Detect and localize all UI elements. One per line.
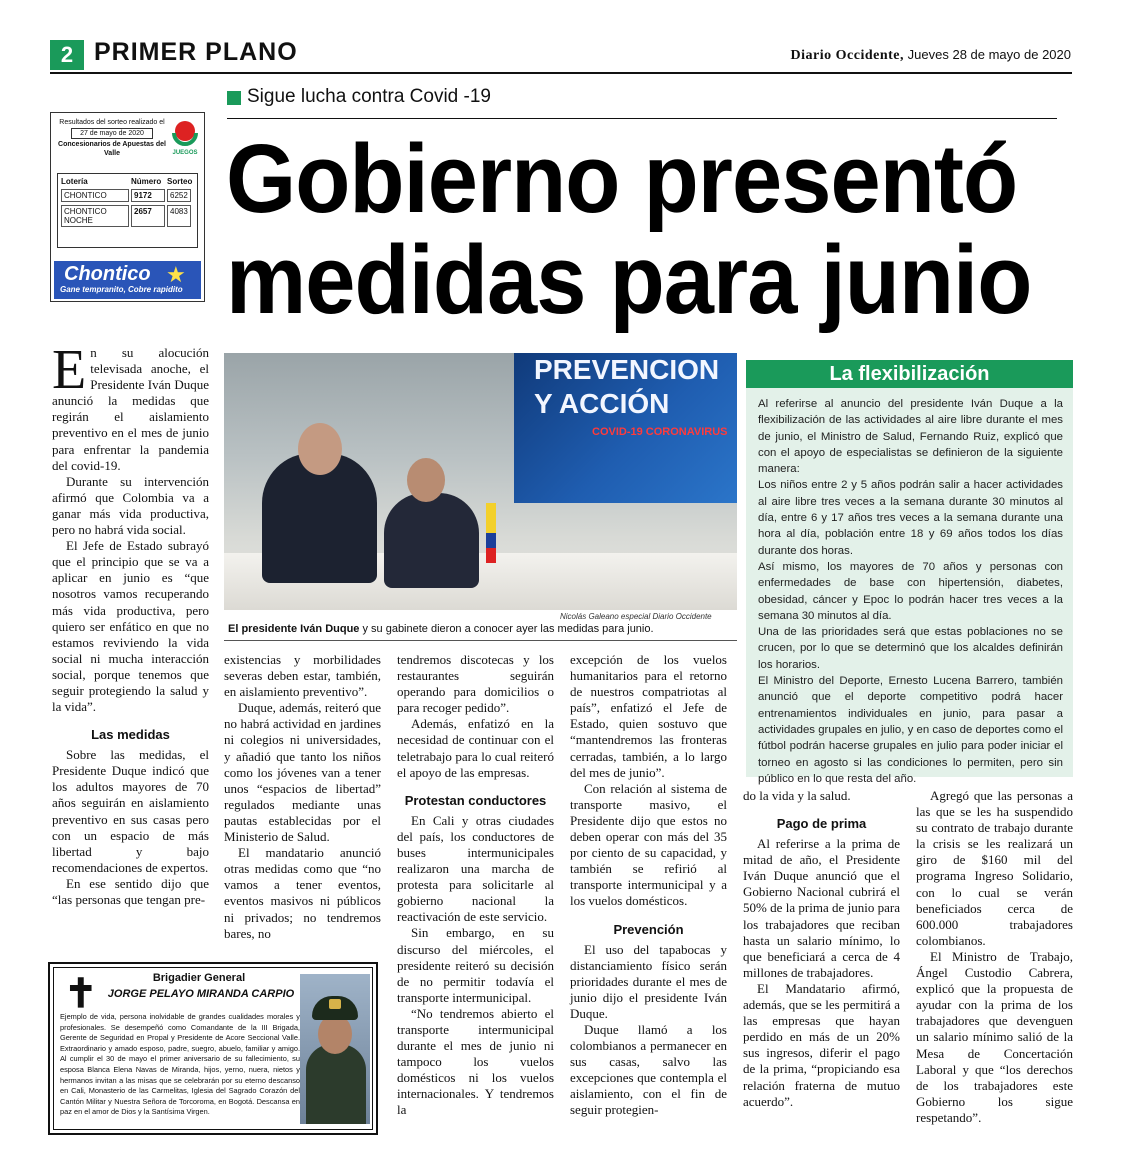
screen-text-3: COVID-19 CORONAVIRUS	[592, 426, 728, 438]
article-text: n su alocución televisada anoche, el Presidente Iván Duque anunció la medidas que regirán el aislamiento preventivo en el mes de junio para enfrentar la pandemia del covid-19.	[52, 345, 209, 473]
article-paragraph: do la vida y la salud.	[743, 788, 851, 803]
dropcap: E	[52, 339, 87, 401]
lottery-draw: 6252	[167, 189, 191, 202]
photo-caption	[228, 623, 738, 635]
chontico-brand: Chontico	[64, 263, 151, 285]
person-president-head	[298, 423, 342, 475]
juegos-logo	[169, 119, 201, 156]
obituary-portrait	[300, 974, 370, 1124]
headline-line-2: medidas para junio	[226, 225, 1032, 334]
obituary-frame	[53, 967, 373, 1130]
star-icon: ★	[166, 263, 186, 288]
article-column-3	[397, 652, 554, 1119]
subheading: Prevención	[613, 921, 684, 937]
sidebar-paragraph: El Ministro del Deporte, Ernesto Lucena Barrero, también anunció que el deporte competitivo podrá hacer entrenamientos individuales en junio, para pasar a actividades grupales en julio, y en caso de deportes como el fútbol podrán hacerse grupales en julio para poder iniciar el torneo en agosto si las condiciones lo permiten, pero sin público en lo que resta del año.	[758, 675, 1063, 785]
lottery-heading-line: Resultados del sorteo realizado el	[59, 119, 165, 126]
lottery-table-header	[61, 177, 194, 186]
article-photo	[224, 353, 737, 610]
person-minister-head	[407, 458, 445, 502]
sidebar-paragraph: Así mismo, los mayores de 70 años y personas con enfermedades de base con hipertensión, diabetes, obesidad, cáncer y Epoc lo podrán hacer tres veces a la semana 30 minutos al día.	[758, 560, 1063, 622]
article-paragraph: “No tendremos abierto el transporte intermunicipal durante el mes de junio ni tampoco los vuelos domésticos ni los vuelos internacionales. Y tendremos la	[397, 1005, 554, 1118]
caption-bold: El presidente Iván Duque	[228, 623, 360, 635]
article-column-5	[743, 788, 900, 1110]
article-paragraph: Sobre las medidas, el Presidente Duque indicó que los adultos mayores de 70 años seguirán en aislamiento preventivo en sus casas pero con un espacio de más libertad y bajo recomendaciones de expertos.	[52, 747, 209, 875]
obituary-rank: Brigadier General	[152, 972, 246, 984]
article-paragraph: existencias y morbilidades severas deben estar, también, en aislamiento preventivo”.	[224, 652, 381, 700]
col-sorteo: Sorteo	[167, 177, 193, 186]
article-column-4	[570, 652, 727, 1119]
subheading: Las medidas	[91, 727, 170, 743]
lottery-name: CHONTICO NOCHE	[61, 205, 129, 227]
article-paragraph: El mandatario anunció otras medidas como que “no vamos a tener eventos, eventos masivos ni públicos ni privados; no tendremos bares, no	[224, 845, 381, 941]
kicker-square-icon	[227, 91, 241, 105]
portrait-badge-icon	[329, 999, 341, 1009]
headline-line-1: Gobierno presentó	[226, 124, 1018, 233]
screen-text-2: Y ACCIÓN	[534, 388, 670, 419]
article-paragraph: El Jefe de Estado subrayó que el principio que se va a aplicar en junio es “que nosotros vamos recuperando más vida productiva, pero quiero ser enfático en que no estamos reviviendo la vida social ni mucha interacción social, porque tenemos que seguir protegiendo la salud y la vida”.	[52, 538, 209, 715]
article-paragraph: En ese sentido dijo que “las personas que tengan pre-	[52, 875, 209, 907]
article-paragraph: excepción de los vuelos humanitarios para el retorno de nuestros compatriotas al país”, enfatizó el Jefe de Estado, quien sostuvo que “mantendremos las fronteras cerradas, también, a lo largo del mes de junio”.	[570, 652, 727, 780]
lottery-results-ad	[50, 112, 205, 302]
obituary-notice	[48, 962, 378, 1135]
lottery-number: 9172	[131, 189, 165, 202]
lottery-row	[61, 189, 194, 202]
article-paragraph: En Cali y otras ciudades del país, los conductores de buses intermunicipales realizaron una marcha de protesta para solicitarle al gobierno nacional la reactivación de este servicio.	[397, 812, 554, 925]
article-paragraph: Duque, además, reiteró que no habrá actividad en jardines ni colegios ni universidades, y añadió que tanto los niños como los jóvenes van a tener unos “espacios de libertad” regulados mediante unas pautas establecidas por el Ministerio de Salud.	[224, 700, 381, 845]
sidebar-body	[746, 388, 1073, 785]
article-paragraph: El Ministro de Trabajo, Ángel Custodio Cabrera, explicó que la propuesta de ayudar con la prima de los trabajadores que devenguen un salario mínimo salió de la Mesa de Concertación Laboral y que “los derechos de los trabajadores este Gobierno los sigue respetando”.	[916, 948, 1073, 1125]
lottery-number: 2657	[131, 205, 165, 227]
sidebar-paragraph: Los niños entre 2 y 5 años podrán salir a hacer actividades al aire libre tres veces a la semana durante 30 minutos al día, entre 6 y 17 años tres veces a la semana durante una hora al día, población entre 18 y 69 años todos los días durante dos horas.	[758, 479, 1063, 557]
juegos-logo-text: JUEGOS	[172, 150, 198, 156]
lottery-concessionaire: Concesionarios de Apuestas del Valle	[58, 141, 166, 157]
subheading: Protestan conductores	[404, 792, 547, 808]
video-screen	[514, 353, 737, 503]
chontico-banner	[54, 261, 201, 299]
colombia-flag	[486, 503, 496, 563]
article-paragraph: El uso del tapabocas y distanciamiento físico serán prioridades durante el mes de junio dijo el presidente Iván Duque.	[570, 941, 727, 1021]
photo-credit: Nicolás Galeano especial Diario Occidente	[560, 612, 712, 621]
article-paragraph: tendremos discotecas y los restaurantes seguirán operando para domicilios o para recoger pedido”.	[397, 652, 554, 716]
article-paragraph: Con relación al sistema de transporte masivo, el Presidente dijo que estos no deben operar con más del 35 por ciento de su capacidad, y también se refirió al transporte intermunicipal y a los vuelos domésticos.	[570, 780, 727, 909]
portrait-uniform	[306, 1044, 366, 1124]
lottery-draw: 4083	[167, 205, 191, 227]
masthead	[791, 47, 1071, 64]
header-rule	[50, 72, 1072, 74]
sidebar-title: La flexibilización	[746, 360, 1073, 388]
lottery-row	[61, 205, 194, 227]
cross-icon: ✝	[64, 971, 98, 1016]
subheading: Pago de prima	[776, 816, 867, 832]
article-paragraph: El Mandatario afirmó, además, que se les permitirá a las empresas que hayan perdido en más de un 20% sus ingresos, diferir el pago de la prima, “propiciando esa relación fraterna de mutuo acuerdo”.	[743, 980, 900, 1109]
article-paragraph: Duque llamó a los colombianos a permanecer en sus casas, salvo las excepciones que contempla el aislamiento, con el fin de seguir protegien-	[570, 1021, 727, 1118]
article-column-1	[52, 339, 209, 908]
lottery-date: 27 de mayo de 2020	[71, 128, 153, 139]
article-paragraph: Sin embargo, en su discurso del miércoles, el presidente reiteró su decisión de no permitir todavía el transporte intermunicipal.	[397, 925, 554, 1005]
sidebar-paragraph: Al referirse al anuncio del presidente Iván Duque a la flexibilización de las actividades al aire libre durante el mes de junio, el Ministro de Salud, Fernando Ruiz, explicó que con el apoyo de especialistas se definieron de la siguiente manera:	[758, 398, 1063, 476]
col-numero: Número	[131, 177, 162, 186]
page-number: 2	[50, 40, 84, 70]
portrait-head	[318, 1014, 352, 1054]
caption-rule	[224, 640, 737, 641]
lottery-heading	[57, 118, 167, 158]
caption-text: y su gabinete dieron a conocer ayer las medidas para junio.	[359, 623, 654, 635]
newspaper-name: Diario Occidente,	[790, 48, 905, 63]
issue-date: Jueves 28 de mayo de 2020	[907, 47, 1071, 62]
kicker: Sigue lucha contra Covid -19	[247, 86, 491, 107]
article-paragraph: Durante su intervención afirmó que Colombia va a ganar más vida productiva, pero no habrá vida social.	[52, 473, 209, 538]
article-column-6	[916, 788, 1073, 1126]
article-column-2	[224, 652, 381, 942]
sidebar-paragraph: Una de las prioridades será que estas poblaciones no se crucen, por lo que se determinó que los alcaldes definirán los horarios.	[758, 626, 1063, 671]
lottery-table	[57, 173, 198, 248]
article-paragraph	[52, 339, 209, 474]
obituary-text: Ejemplo de vida, persona inolvidable de grandes cualidades morales y profesionales. Se desempeñó como Comandante de la III Brigada, Gerente de Seguridad en Propal y Presidente de Acore Seccional Valle. Extraordinario y amado esposo, padre, suegro, abuelo, familiar y amigo. Al cumplir el 30 de mayo el primer aniversario de su fallecimiento, su esposa Blanca Elena Navas de Miranda, hijos, yerno, nuera, nietos y hermanos invitan a las misas que se celebrarán por su eterno descanso en Cali, Monasterio de las Carmelitas, Iglesia del Sagrado Corazón del Cantón Militar y Nuestra Señora de Torcoroma, en Bogotá. Descansa en paz en el amor de Dios y la Santísima Virgen.	[60, 1012, 300, 1117]
chontico-slogan: Gane tempranito, Cobre rapidito	[60, 285, 183, 294]
lottery-name: CHONTICO	[61, 189, 129, 202]
obituary-name: JORGE PELAYO MIRANDA CARPIO	[107, 988, 295, 1000]
kicker-rule	[227, 118, 1057, 119]
article-paragraph: Agregó que las personas a las que se les ha suspendido su contrato de trabajo durante la crisis se les realizará un giro de $160 mil del programa Ingreso Solidario, con lo cual se verán beneficiados cerca de 600.000 trabajadores colombianos.	[916, 788, 1073, 948]
article-paragraph: Además, enfatizó en la necesidad de continuar con el teletrabajo para lo cual reiteró el apoyo de las empresas.	[397, 716, 554, 780]
screen-text-1: PREVENCION	[534, 354, 720, 385]
article-paragraph: Al referirse a la prima de mitad de año, el Presidente Iván Duque anunció que el Gobierno Nacional cubrirá el 50% de la prima de junio para los trabajadores que reciban hasta un salario mínimo, lo que beneficiará a cerca de 4 millones de trabajadores.	[743, 836, 900, 980]
section-title: PRIMER PLANO	[94, 38, 298, 66]
headline	[226, 124, 1032, 334]
person-minister	[384, 493, 479, 588]
col-loteria: Lotería	[61, 177, 88, 186]
